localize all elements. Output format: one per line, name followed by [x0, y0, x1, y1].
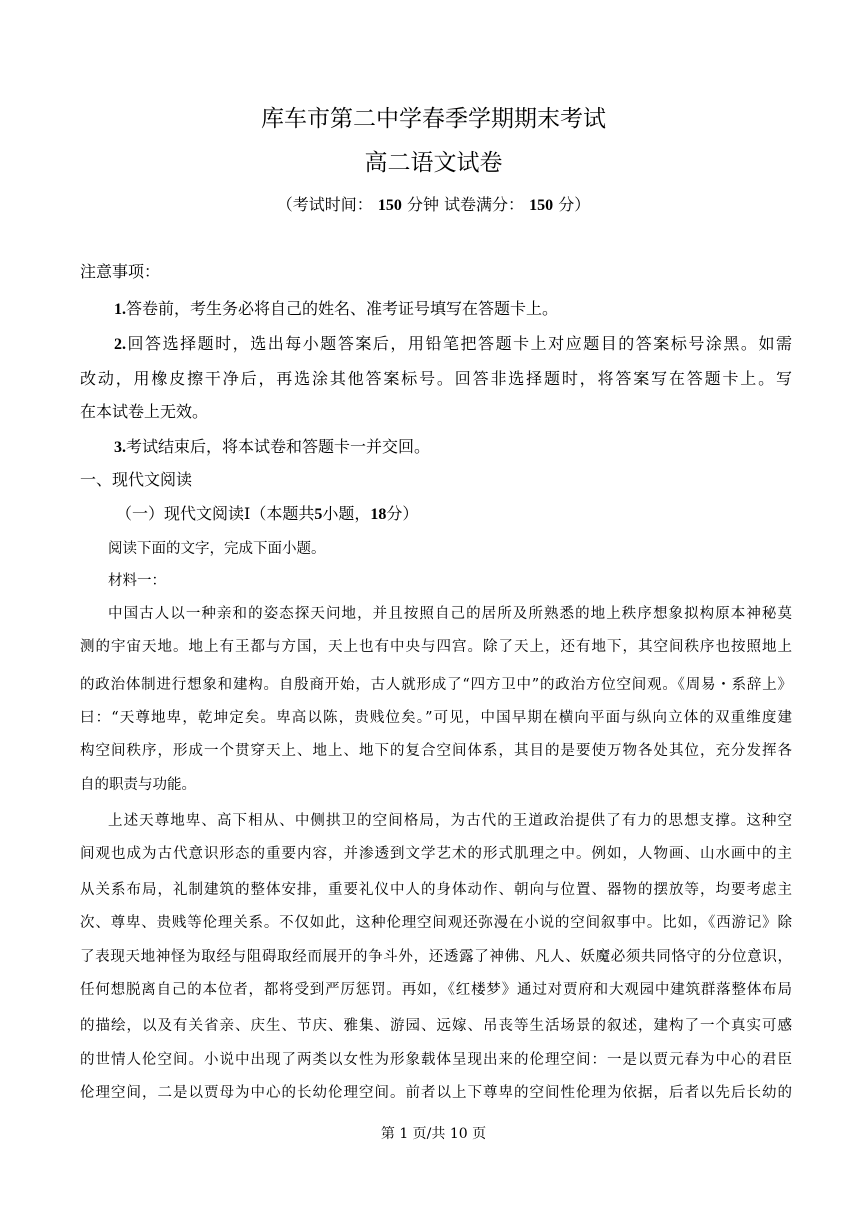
notice-item-1 [80, 297, 792, 322]
passage-line: 间观也成为古代意识形态的重要内容，并渗透到文学艺术的形式肌理之中。例如，人物画、山水画中的主 [80, 846, 792, 862]
exam-time-value: 150 [377, 197, 402, 214]
exam-info [0, 193, 867, 218]
passage-line: 的描绘，以及有关省亲、庆生、节庆、雅集、游园、远嫁、吊丧等生活场景的叙述，建构了一个真实可感 [80, 1018, 792, 1034]
subsection-mid: 小题， [322, 504, 371, 523]
passage-line: 次、尊卑、贵贱等伦理关系。不仅如此，这种伦理空间观还弥漫在小说的空间叙事中。比如，《西游记》除 [80, 915, 792, 931]
subsection-score: 18 [370, 506, 387, 523]
subsection-close: 分） [386, 504, 419, 523]
passage-line: 的政治体制进行想象和建构。自殷商开始，古人就形成了“四方卫中”的政治方位空间观。《周易・系辞上》 [80, 677, 792, 693]
passage-line: 测的宇宙天地。地上有王都与方国，天上也有中央与四宫。除了天上，还有地下，其空间秩序也按照地上 [80, 639, 792, 655]
passage-line: 构空间秩序，形成一个贯穿天上、地上、地下的复合空间体系，其目的是要使万物各处其位，充分发挥各 [80, 743, 792, 759]
notice-item-3-text: 考试结束后，将本试卷和答题卡一并交回。 [126, 437, 431, 456]
notice-item-2-line-1 [80, 332, 792, 357]
exam-info-close: 分） [558, 195, 591, 214]
subsection-open: （一）现代文阅读Ⅰ（本题共 [116, 504, 315, 523]
notice-item-3 [80, 435, 792, 460]
passage-line: 的世情人伦空间。小说中出现了两类以女性为形象载体呈现出来的伦理空间：一是以贾元春为中心的君臣 [80, 1052, 792, 1068]
exam-info-open: （考试时间： [276, 195, 373, 214]
passage-line: 从关系布局，礼制建筑的整体安排，重要礼仪中人的身体动作、朝向与位置、器物的摆放等，均要考虑主 [80, 882, 792, 898]
material-label: 材料一： [108, 573, 166, 589]
notice-item-2-line-2: 改动，用橡皮擦干净后，再选涂其他答案标号。回答非选择题时，将答案写在答题卡上。写 [80, 369, 792, 388]
notice-heading: 注意事项： [80, 262, 161, 281]
exam-subtitle: 高二语文试卷 [364, 150, 503, 176]
exam-title: 库车市第二中学春季学期期末考试 [261, 106, 606, 132]
reading-instruction: 阅读下面的文字，完成下面小题。 [108, 541, 326, 557]
subsection-heading [80, 502, 792, 527]
notice-item-2-line-3: 在本试卷上无效。 [80, 402, 209, 421]
passage-line: 任何想脱离自己的本位者，都将受到严厉惩罚。再如，《红楼梦》通过对贾府和大观园中建筑群落整体布局 [80, 982, 792, 998]
exam-score-value: 150 [529, 197, 554, 214]
exam-info-time-unit: 分钟 试卷满分： [406, 195, 525, 214]
notice-item-2-text-1: 回答选择题时，选出每小题答案后，用铅笔把答题卡上对应题目的答案标号涂黑。如需 [126, 334, 792, 353]
passage-line: 曰：“天尊地卑，乾坤定矣。卑高以陈，贵贱位矣。”可见，中国早期在横向平面与纵向立体的双重维度建 [80, 710, 792, 726]
subsection-question-count: 5 [314, 506, 323, 523]
notice-item-2-number: 2. [114, 336, 126, 353]
notice-item-1-number: 1. [114, 301, 126, 318]
notice-item-1-text: 答卷前，考生务必将自己的姓名、准考证号填写在答题卡上。 [126, 299, 559, 318]
section-heading: 一、现代文阅读 [80, 470, 193, 489]
passage-line: 上述天尊地卑、高下相从、中侧拱卫的空间格局，为古代的王道政治提供了有力的思想支撑。这种空 [108, 813, 792, 829]
notice-item-3-number: 3. [114, 439, 126, 456]
passage-line: 自的职责与功能。 [80, 777, 196, 793]
passage-line: 伦理空间，二是以贾母为中心的长幼伦理空间。前者以上下尊卑的空间性伦理为依据，后者以先后长幼的 [80, 1085, 792, 1101]
passage-line: 了表现天地神怪为取经与阻碍取经而展开的争斗外，还透露了神佛、凡人、妖魔必须共同恪守的分位意识， [80, 949, 792, 965]
passage-line: 中国古人以一种亲和的姿态探天问地，并且按照自己的居所及所熟悉的地上秩序想象拟构原本神秘莫 [108, 606, 792, 622]
page-number: 第 1 页/共 10 页 [380, 1126, 487, 1142]
